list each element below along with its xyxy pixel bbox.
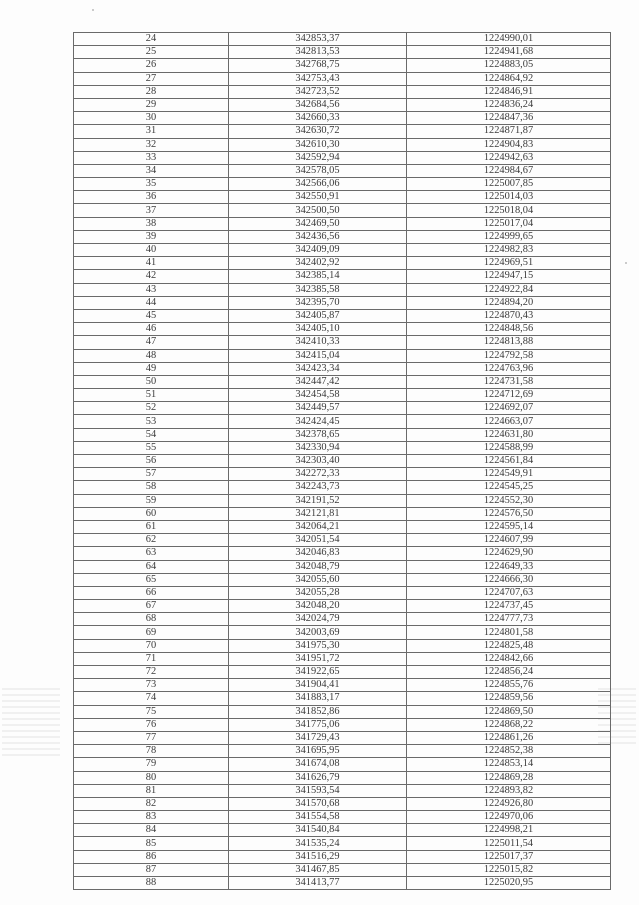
y-coordinate-cell: 1224763,96	[407, 362, 611, 375]
y-coordinate-cell: 1224970,06	[407, 811, 611, 824]
y-coordinate-cell: 1225007,85	[407, 178, 611, 191]
point-number-cell: 62	[74, 534, 229, 547]
x-coordinate-cell: 342415,04	[229, 349, 407, 362]
y-coordinate-cell: 1224649,33	[407, 560, 611, 573]
y-coordinate-cell: 1224893,82	[407, 784, 611, 797]
table-row	[74, 731, 611, 744]
table-row	[74, 560, 611, 573]
x-coordinate-cell: 341674,08	[229, 758, 407, 771]
y-coordinate-cell: 1224942,63	[407, 151, 611, 164]
y-coordinate-cell: 1224631,80	[407, 428, 611, 441]
table-row	[74, 745, 611, 758]
y-coordinate-cell: 1224846,91	[407, 85, 611, 98]
point-number-cell: 58	[74, 481, 229, 494]
point-number-cell: 70	[74, 639, 229, 652]
table-row	[74, 178, 611, 191]
table-row	[74, 85, 611, 98]
y-coordinate-cell: 1224852,38	[407, 745, 611, 758]
point-number-cell: 60	[74, 507, 229, 520]
x-coordinate-cell: 342055,60	[229, 573, 407, 586]
x-coordinate-cell: 342048,20	[229, 600, 407, 613]
point-number-cell: 76	[74, 718, 229, 731]
y-coordinate-cell: 1224969,51	[407, 257, 611, 270]
point-number-cell: 56	[74, 455, 229, 468]
x-coordinate-cell: 342402,92	[229, 257, 407, 270]
x-coordinate-cell: 341570,68	[229, 797, 407, 810]
point-number-cell: 36	[74, 191, 229, 204]
y-coordinate-cell: 1224801,58	[407, 626, 611, 639]
y-coordinate-cell: 1224707,63	[407, 586, 611, 599]
point-number-cell: 83	[74, 811, 229, 824]
point-number-cell: 37	[74, 204, 229, 217]
x-coordinate-cell: 342121,81	[229, 507, 407, 520]
y-coordinate-cell: 1224552,30	[407, 494, 611, 507]
point-number-cell: 45	[74, 309, 229, 322]
x-coordinate-cell: 342410,33	[229, 336, 407, 349]
table-row	[74, 758, 611, 771]
point-number-cell: 31	[74, 125, 229, 138]
y-coordinate-cell: 1224941,68	[407, 46, 611, 59]
y-coordinate-cell: 1224666,30	[407, 573, 611, 586]
x-coordinate-cell: 342046,83	[229, 547, 407, 560]
x-coordinate-cell: 342330,94	[229, 441, 407, 454]
table-row	[74, 520, 611, 533]
x-coordinate-cell: 342566,06	[229, 178, 407, 191]
x-coordinate-cell: 341516,29	[229, 850, 407, 863]
x-coordinate-cell: 342055,28	[229, 586, 407, 599]
x-coordinate-cell: 341883,17	[229, 692, 407, 705]
table-row	[74, 639, 611, 652]
y-coordinate-cell: 1224856,24	[407, 666, 611, 679]
point-number-cell: 27	[74, 72, 229, 85]
point-number-cell: 81	[74, 784, 229, 797]
point-number-cell: 84	[74, 824, 229, 837]
table-row	[74, 600, 611, 613]
x-coordinate-cell: 341593,54	[229, 784, 407, 797]
y-coordinate-cell: 1224777,73	[407, 613, 611, 626]
x-coordinate-cell: 341467,85	[229, 863, 407, 876]
y-coordinate-cell: 1224853,14	[407, 758, 611, 771]
point-number-cell: 68	[74, 613, 229, 626]
x-coordinate-cell: 342024,79	[229, 613, 407, 626]
table-row	[74, 270, 611, 283]
y-coordinate-cell: 1224712,69	[407, 389, 611, 402]
y-coordinate-cell: 1224842,66	[407, 652, 611, 665]
point-number-cell: 71	[74, 652, 229, 665]
x-coordinate-cell: 342753,43	[229, 72, 407, 85]
y-coordinate-cell: 1224869,50	[407, 705, 611, 718]
x-coordinate-cell: 342303,40	[229, 455, 407, 468]
y-coordinate-cell: 1224922,84	[407, 283, 611, 296]
table-row	[74, 797, 611, 810]
point-number-cell: 30	[74, 112, 229, 125]
table-row	[74, 679, 611, 692]
table-row	[74, 191, 611, 204]
y-coordinate-cell: 1224813,88	[407, 336, 611, 349]
x-coordinate-cell: 341540,84	[229, 824, 407, 837]
table-row	[74, 652, 611, 665]
point-number-cell: 72	[74, 666, 229, 679]
point-number-cell: 48	[74, 349, 229, 362]
y-coordinate-cell: 1224869,28	[407, 771, 611, 784]
table-row	[74, 217, 611, 230]
point-number-cell: 41	[74, 257, 229, 270]
point-number-cell: 63	[74, 547, 229, 560]
table-row	[74, 547, 611, 560]
x-coordinate-cell: 342378,65	[229, 428, 407, 441]
table-row	[74, 244, 611, 257]
point-number-cell: 46	[74, 323, 229, 336]
y-coordinate-cell: 1224984,67	[407, 164, 611, 177]
y-coordinate-cell: 1224947,15	[407, 270, 611, 283]
point-number-cell: 51	[74, 389, 229, 402]
table-row	[74, 125, 611, 138]
y-coordinate-cell: 1224663,07	[407, 415, 611, 428]
x-coordinate-cell: 342660,33	[229, 112, 407, 125]
x-coordinate-cell: 342243,73	[229, 481, 407, 494]
y-coordinate-cell: 1224870,43	[407, 309, 611, 322]
point-number-cell: 67	[74, 600, 229, 613]
point-number-cell: 39	[74, 230, 229, 243]
table-row	[74, 877, 611, 890]
point-number-cell: 28	[74, 85, 229, 98]
point-number-cell: 82	[74, 797, 229, 810]
x-coordinate-cell: 342630,72	[229, 125, 407, 138]
table-row	[74, 46, 611, 59]
point-number-cell: 43	[74, 283, 229, 296]
point-number-cell: 79	[74, 758, 229, 771]
table-row	[74, 283, 611, 296]
y-coordinate-cell: 1224588,99	[407, 441, 611, 454]
point-number-cell: 64	[74, 560, 229, 573]
point-number-cell: 66	[74, 586, 229, 599]
point-number-cell: 50	[74, 375, 229, 388]
y-coordinate-cell: 1225014,03	[407, 191, 611, 204]
y-coordinate-cell: 1224999,65	[407, 230, 611, 243]
table-row	[74, 481, 611, 494]
x-coordinate-cell: 341922,65	[229, 666, 407, 679]
x-coordinate-cell: 342191,52	[229, 494, 407, 507]
scan-speck	[92, 9, 94, 11]
y-coordinate-cell: 1224595,14	[407, 520, 611, 533]
table-row	[74, 375, 611, 388]
table-row	[74, 349, 611, 362]
table-row	[74, 586, 611, 599]
y-coordinate-cell: 1224868,22	[407, 718, 611, 731]
table-row	[74, 455, 611, 468]
point-number-cell: 73	[74, 679, 229, 692]
table-row	[74, 362, 611, 375]
x-coordinate-cell: 342768,75	[229, 59, 407, 72]
x-coordinate-cell: 342592,94	[229, 151, 407, 164]
table-row	[74, 824, 611, 837]
point-number-cell: 38	[74, 217, 229, 230]
y-coordinate-cell: 1225017,04	[407, 217, 611, 230]
y-coordinate-cell: 1224982,83	[407, 244, 611, 257]
scan-artifact-left	[2, 688, 60, 758]
y-coordinate-cell: 1224836,24	[407, 98, 611, 111]
table-row	[74, 33, 611, 46]
point-number-cell: 26	[74, 59, 229, 72]
y-coordinate-cell: 1225015,82	[407, 863, 611, 876]
table-row	[74, 613, 611, 626]
x-coordinate-cell: 342409,09	[229, 244, 407, 257]
table-row	[74, 230, 611, 243]
point-number-cell: 78	[74, 745, 229, 758]
y-coordinate-cell: 1225017,37	[407, 850, 611, 863]
point-number-cell: 85	[74, 837, 229, 850]
coordinates-table	[73, 32, 611, 890]
y-coordinate-cell: 1224990,01	[407, 33, 611, 46]
y-coordinate-cell: 1224894,20	[407, 296, 611, 309]
point-number-cell: 42	[74, 270, 229, 283]
x-coordinate-cell: 342003,69	[229, 626, 407, 639]
table-row	[74, 336, 611, 349]
point-number-cell: 34	[74, 164, 229, 177]
table-row	[74, 98, 611, 111]
table-row	[74, 309, 611, 322]
table-row	[74, 441, 611, 454]
x-coordinate-cell: 342550,91	[229, 191, 407, 204]
table-row	[74, 837, 611, 850]
point-number-cell: 61	[74, 520, 229, 533]
table-row	[74, 151, 611, 164]
x-coordinate-cell: 342610,30	[229, 138, 407, 151]
table-row	[74, 771, 611, 784]
y-coordinate-cell: 1224848,56	[407, 323, 611, 336]
table-row	[74, 257, 611, 270]
point-number-cell: 32	[74, 138, 229, 151]
x-coordinate-cell: 342064,21	[229, 520, 407, 533]
point-number-cell: 65	[74, 573, 229, 586]
x-coordinate-cell: 341729,43	[229, 731, 407, 744]
table-row	[74, 534, 611, 547]
table-row	[74, 402, 611, 415]
table-row	[74, 59, 611, 72]
y-coordinate-cell: 1224825,48	[407, 639, 611, 652]
table-row	[74, 626, 611, 639]
x-coordinate-cell: 342813,53	[229, 46, 407, 59]
y-coordinate-cell: 1224737,45	[407, 600, 611, 613]
x-coordinate-cell: 342405,87	[229, 309, 407, 322]
y-coordinate-cell: 1225018,04	[407, 204, 611, 217]
x-coordinate-cell: 341975,30	[229, 639, 407, 652]
point-number-cell: 47	[74, 336, 229, 349]
y-coordinate-cell: 1224847,36	[407, 112, 611, 125]
table-row	[74, 494, 611, 507]
y-coordinate-cell: 1225011,54	[407, 837, 611, 850]
point-number-cell: 40	[74, 244, 229, 257]
x-coordinate-cell: 342454,58	[229, 389, 407, 402]
point-number-cell: 25	[74, 46, 229, 59]
x-coordinate-cell: 342395,70	[229, 296, 407, 309]
x-coordinate-cell: 342578,05	[229, 164, 407, 177]
y-coordinate-cell: 1224731,58	[407, 375, 611, 388]
point-number-cell: 52	[74, 402, 229, 415]
table-row	[74, 784, 611, 797]
point-number-cell: 87	[74, 863, 229, 876]
y-coordinate-cell: 1224792,58	[407, 349, 611, 362]
table-row	[74, 415, 611, 428]
table-row	[74, 204, 611, 217]
table-row	[74, 389, 611, 402]
point-number-cell: 49	[74, 362, 229, 375]
y-coordinate-cell: 1224861,26	[407, 731, 611, 744]
point-number-cell: 77	[74, 731, 229, 744]
x-coordinate-cell: 342853,37	[229, 33, 407, 46]
x-coordinate-cell: 341904,41	[229, 679, 407, 692]
y-coordinate-cell: 1224692,07	[407, 402, 611, 415]
point-number-cell: 35	[74, 178, 229, 191]
y-coordinate-cell: 1224871,87	[407, 125, 611, 138]
table-row	[74, 692, 611, 705]
y-coordinate-cell: 1224998,21	[407, 824, 611, 837]
point-number-cell: 57	[74, 468, 229, 481]
point-number-cell: 24	[74, 33, 229, 46]
table-row	[74, 850, 611, 863]
point-number-cell: 53	[74, 415, 229, 428]
table-row	[74, 863, 611, 876]
x-coordinate-cell: 342723,52	[229, 85, 407, 98]
x-coordinate-cell: 341413,77	[229, 877, 407, 890]
y-coordinate-cell: 1224855,76	[407, 679, 611, 692]
point-number-cell: 69	[74, 626, 229, 639]
table-row	[74, 323, 611, 336]
point-number-cell: 59	[74, 494, 229, 507]
y-coordinate-cell: 1224864,92	[407, 72, 611, 85]
y-coordinate-cell: 1224607,99	[407, 534, 611, 547]
x-coordinate-cell: 342423,34	[229, 362, 407, 375]
x-coordinate-cell: 342051,54	[229, 534, 407, 547]
y-coordinate-cell: 1224549,91	[407, 468, 611, 481]
x-coordinate-cell: 342048,79	[229, 560, 407, 573]
x-coordinate-cell: 342436,56	[229, 230, 407, 243]
table-row	[74, 138, 611, 151]
x-coordinate-cell: 341535,24	[229, 837, 407, 850]
point-number-cell: 29	[74, 98, 229, 111]
x-coordinate-cell: 341775,06	[229, 718, 407, 731]
point-number-cell: 74	[74, 692, 229, 705]
y-coordinate-cell: 1224859,56	[407, 692, 611, 705]
point-number-cell: 54	[74, 428, 229, 441]
table-row	[74, 164, 611, 177]
x-coordinate-cell: 342385,58	[229, 283, 407, 296]
y-coordinate-cell: 1224926,80	[407, 797, 611, 810]
x-coordinate-cell: 342684,56	[229, 98, 407, 111]
table-row	[74, 507, 611, 520]
table-row	[74, 428, 611, 441]
x-coordinate-cell: 342449,57	[229, 402, 407, 415]
x-coordinate-cell: 341626,79	[229, 771, 407, 784]
table-row	[74, 718, 611, 731]
x-coordinate-cell: 342385,14	[229, 270, 407, 283]
y-coordinate-cell: 1224561,84	[407, 455, 611, 468]
table-row	[74, 468, 611, 481]
x-coordinate-cell: 342405,10	[229, 323, 407, 336]
y-coordinate-cell: 1224883,05	[407, 59, 611, 72]
table-row	[74, 666, 611, 679]
coordinates-table-body	[74, 33, 611, 890]
scan-speck	[625, 262, 627, 264]
point-number-cell: 55	[74, 441, 229, 454]
table-row	[74, 112, 611, 125]
table-row	[74, 296, 611, 309]
point-number-cell: 75	[74, 705, 229, 718]
point-number-cell: 86	[74, 850, 229, 863]
x-coordinate-cell: 342272,33	[229, 468, 407, 481]
table-row	[74, 705, 611, 718]
x-coordinate-cell: 341951,72	[229, 652, 407, 665]
x-coordinate-cell: 341554,58	[229, 811, 407, 824]
point-number-cell: 80	[74, 771, 229, 784]
point-number-cell: 33	[74, 151, 229, 164]
y-coordinate-cell: 1224545,25	[407, 481, 611, 494]
point-number-cell: 88	[74, 877, 229, 890]
x-coordinate-cell: 342469,50	[229, 217, 407, 230]
y-coordinate-cell: 1224904,83	[407, 138, 611, 151]
y-coordinate-cell: 1224629,90	[407, 547, 611, 560]
y-coordinate-cell: 1225020,95	[407, 877, 611, 890]
point-number-cell: 44	[74, 296, 229, 309]
table-row	[74, 811, 611, 824]
x-coordinate-cell: 341695,95	[229, 745, 407, 758]
y-coordinate-cell: 1224576,50	[407, 507, 611, 520]
x-coordinate-cell: 342447,42	[229, 375, 407, 388]
table-row	[74, 72, 611, 85]
x-coordinate-cell: 341852,86	[229, 705, 407, 718]
table-row	[74, 573, 611, 586]
x-coordinate-cell: 342424,45	[229, 415, 407, 428]
x-coordinate-cell: 342500,50	[229, 204, 407, 217]
